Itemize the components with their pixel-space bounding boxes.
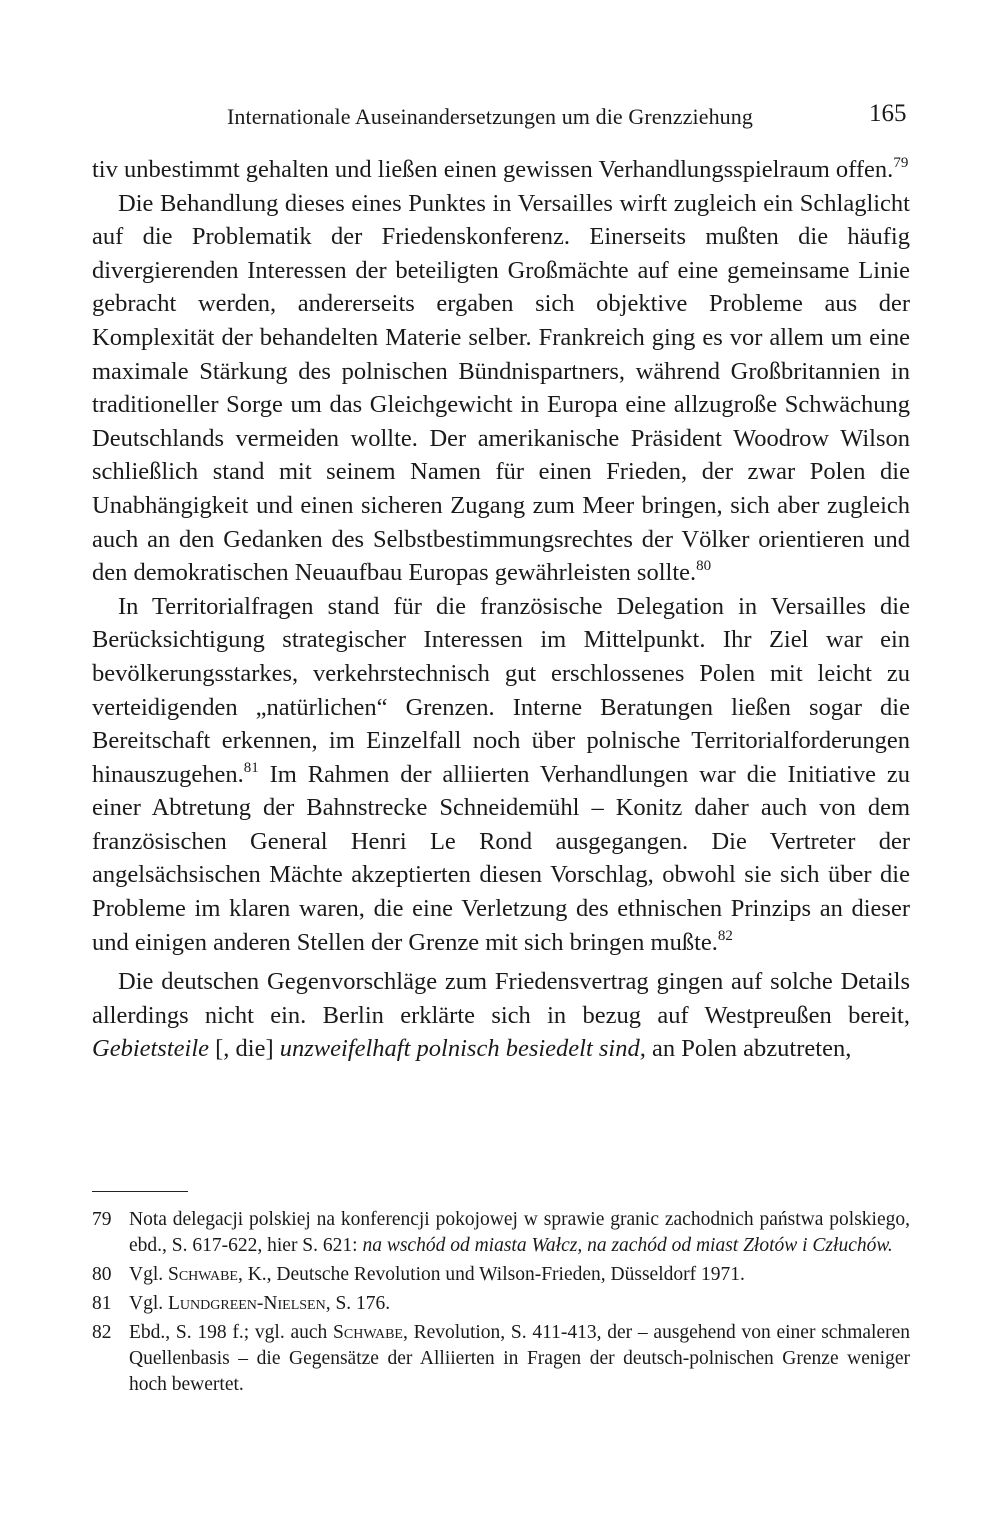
footnote-79-text: Nota delegacji polskiej na konferencji pokojowej w sprawie granic zachodnich państwa polskiego, ebd., S. 617-622, hier S. 621: <box>129 1209 910 1256</box>
paragraph-3 <box>92 590 910 960</box>
paragraph-4-quote-a: Gebietsteile <box>92 1035 210 1063</box>
paragraph-2 <box>92 187 910 590</box>
footnotes <box>92 1207 910 1401</box>
footnote-81-citation: , S. 176. <box>325 1293 391 1314</box>
paragraph-1 <box>92 153 910 187</box>
footnote-81-prefix: Vgl. <box>129 1293 168 1314</box>
paragraph-3-text-a: In Territorialfragen stand für die französische Delegation in Versailles die Berücksichtigung strategischer Interessen im Mittelpunkt. Ihr Ziel war ein bevölkerungsstarkes, verkehrstechnisch gut erschlossenes Polen mit leicht zu verteidigenden „natürlichen“ Grenzen. Interne Beratungen ließen sogar die Bereitschaft erkennen, im Einzelfall noch über polnische Territorialforderungen hinauszugehen. <box>92 592 910 788</box>
footnote-82 <box>92 1320 910 1398</box>
footnote-text <box>129 1291 910 1317</box>
footnote-79-quote: na wschód od miasta Wałcz, na zachód od miast Złotów i Człuchów. <box>362 1235 893 1256</box>
paragraph-4 <box>92 965 910 1066</box>
footnote-ref-81[interactable]: 81 <box>243 759 259 776</box>
paragraph-4-text-c: an Polen abzutreten, <box>645 1035 852 1063</box>
footnote-ref-82[interactable]: 82 <box>717 927 733 944</box>
footnote-79 <box>92 1207 910 1259</box>
paragraph-4-text-b: [, die] <box>209 1035 280 1063</box>
paragraph-3-text-b: Im Rahmen der alliierten Verhandlungen war die Initiative zu einer Abtretung der Bahnstrecke Schneidemühl – Konitz daher auch von dem französischen General Henri Le Rond ausgegangen. Die Vertreter der angelsächsischen Mächte akzeptierten diesen Vorschlag, obwohl sie sich über die Probleme im klaren waren, die eine Verletzung des ethnischen Prinzips an dieser und einigen anderen Stellen der Grenze mit sich bringen mußte. <box>92 760 910 956</box>
page-number: 165 <box>869 100 907 127</box>
footnote-80-prefix: Vgl. <box>129 1264 168 1285</box>
paragraph-2-text: Die Behandlung dieses eines Punktes in Versailles wirft zugleich ein Schlaglicht auf die Problematik der Friedenskonferenz. Einerseits mußten die häufig divergierenden Interessen der beteiligten Großmächte auf eine gemeinsame Linie gebracht werden, andererseits ergaben sich objektive Probleme aus der Komplexität der behandelten Materie selber. Frankreich ging es vor allem um eine maximale Stärkung des polnischen Bündnispartners, während Großbritannien in traditioneller Sorge um das Gleichgewicht in Europa eine allzugroße Schwächung Deutschlands vermeiden wollte. Der amerikanische Präsident Woodrow Wilson schließlich stand mit seinem Namen für einen Frieden, der zwar Polen die Unabhängigkeit und einen sicheren Zugang zum Meer bringen, sich aber zugleich auch an den Gedanken des Selbstbestimmungsrechtes der Völker orientieren und den demokratischen Neuaufbau Europas gewährleisten sollte. <box>92 189 910 587</box>
footnote-number: 79 <box>92 1209 112 1230</box>
footnote-80-author: Schwabe <box>168 1264 238 1285</box>
footnote-82-prefix: Ebd., S. 198 f.; vgl. auch <box>129 1322 334 1343</box>
footnote-separator <box>92 1191 188 1192</box>
footnote-80-citation: , K., Deutsche Revolution und Wilson-Frieden, Düsseldorf 1971. <box>237 1264 745 1285</box>
footnote-81-author: Lundgreen-Nielsen <box>168 1293 326 1314</box>
footnote-ref-79[interactable]: 79 <box>893 155 909 171</box>
footnote-82-citation: , Revolution, S. 411-413, der – ausgehend von einer schmaleren Quellenbasis – die Gegensätze der Alliierten in Fragen der deutsch-polnischen Grenze weniger hoch bewertet. <box>129 1322 910 1395</box>
paragraph-4-text-a: Die deutschen Gegenvorschläge zum Friedensvertrag gingen auf solche Details allerdings nicht ein. Berlin erklärte sich in bezug auf Westpreußen bereit, <box>92 968 910 1029</box>
footnote-81 <box>92 1291 910 1317</box>
footnote-number: 82 <box>92 1322 112 1343</box>
footnote-text <box>129 1207 910 1259</box>
main-text <box>92 153 910 1066</box>
footnote-text <box>129 1320 910 1398</box>
footnote-text <box>129 1262 910 1288</box>
paragraph-4-quote-b: unzweifelhaft polnisch besiedelt sind, <box>279 1035 646 1063</box>
footnote-number: 80 <box>92 1264 112 1285</box>
running-header-title: Internationale Auseinandersetzungen um die Grenzziehung <box>227 104 753 129</box>
footnote-80 <box>92 1262 910 1288</box>
paragraph-1-text: tiv unbestimmt gehalten und ließen einen gewissen Verhandlungsspielraum offen. <box>92 156 894 183</box>
footnote-ref-80[interactable]: 80 <box>696 558 712 575</box>
footnote-82-author: Schwabe <box>333 1322 403 1343</box>
footnote-number: 81 <box>92 1293 112 1314</box>
